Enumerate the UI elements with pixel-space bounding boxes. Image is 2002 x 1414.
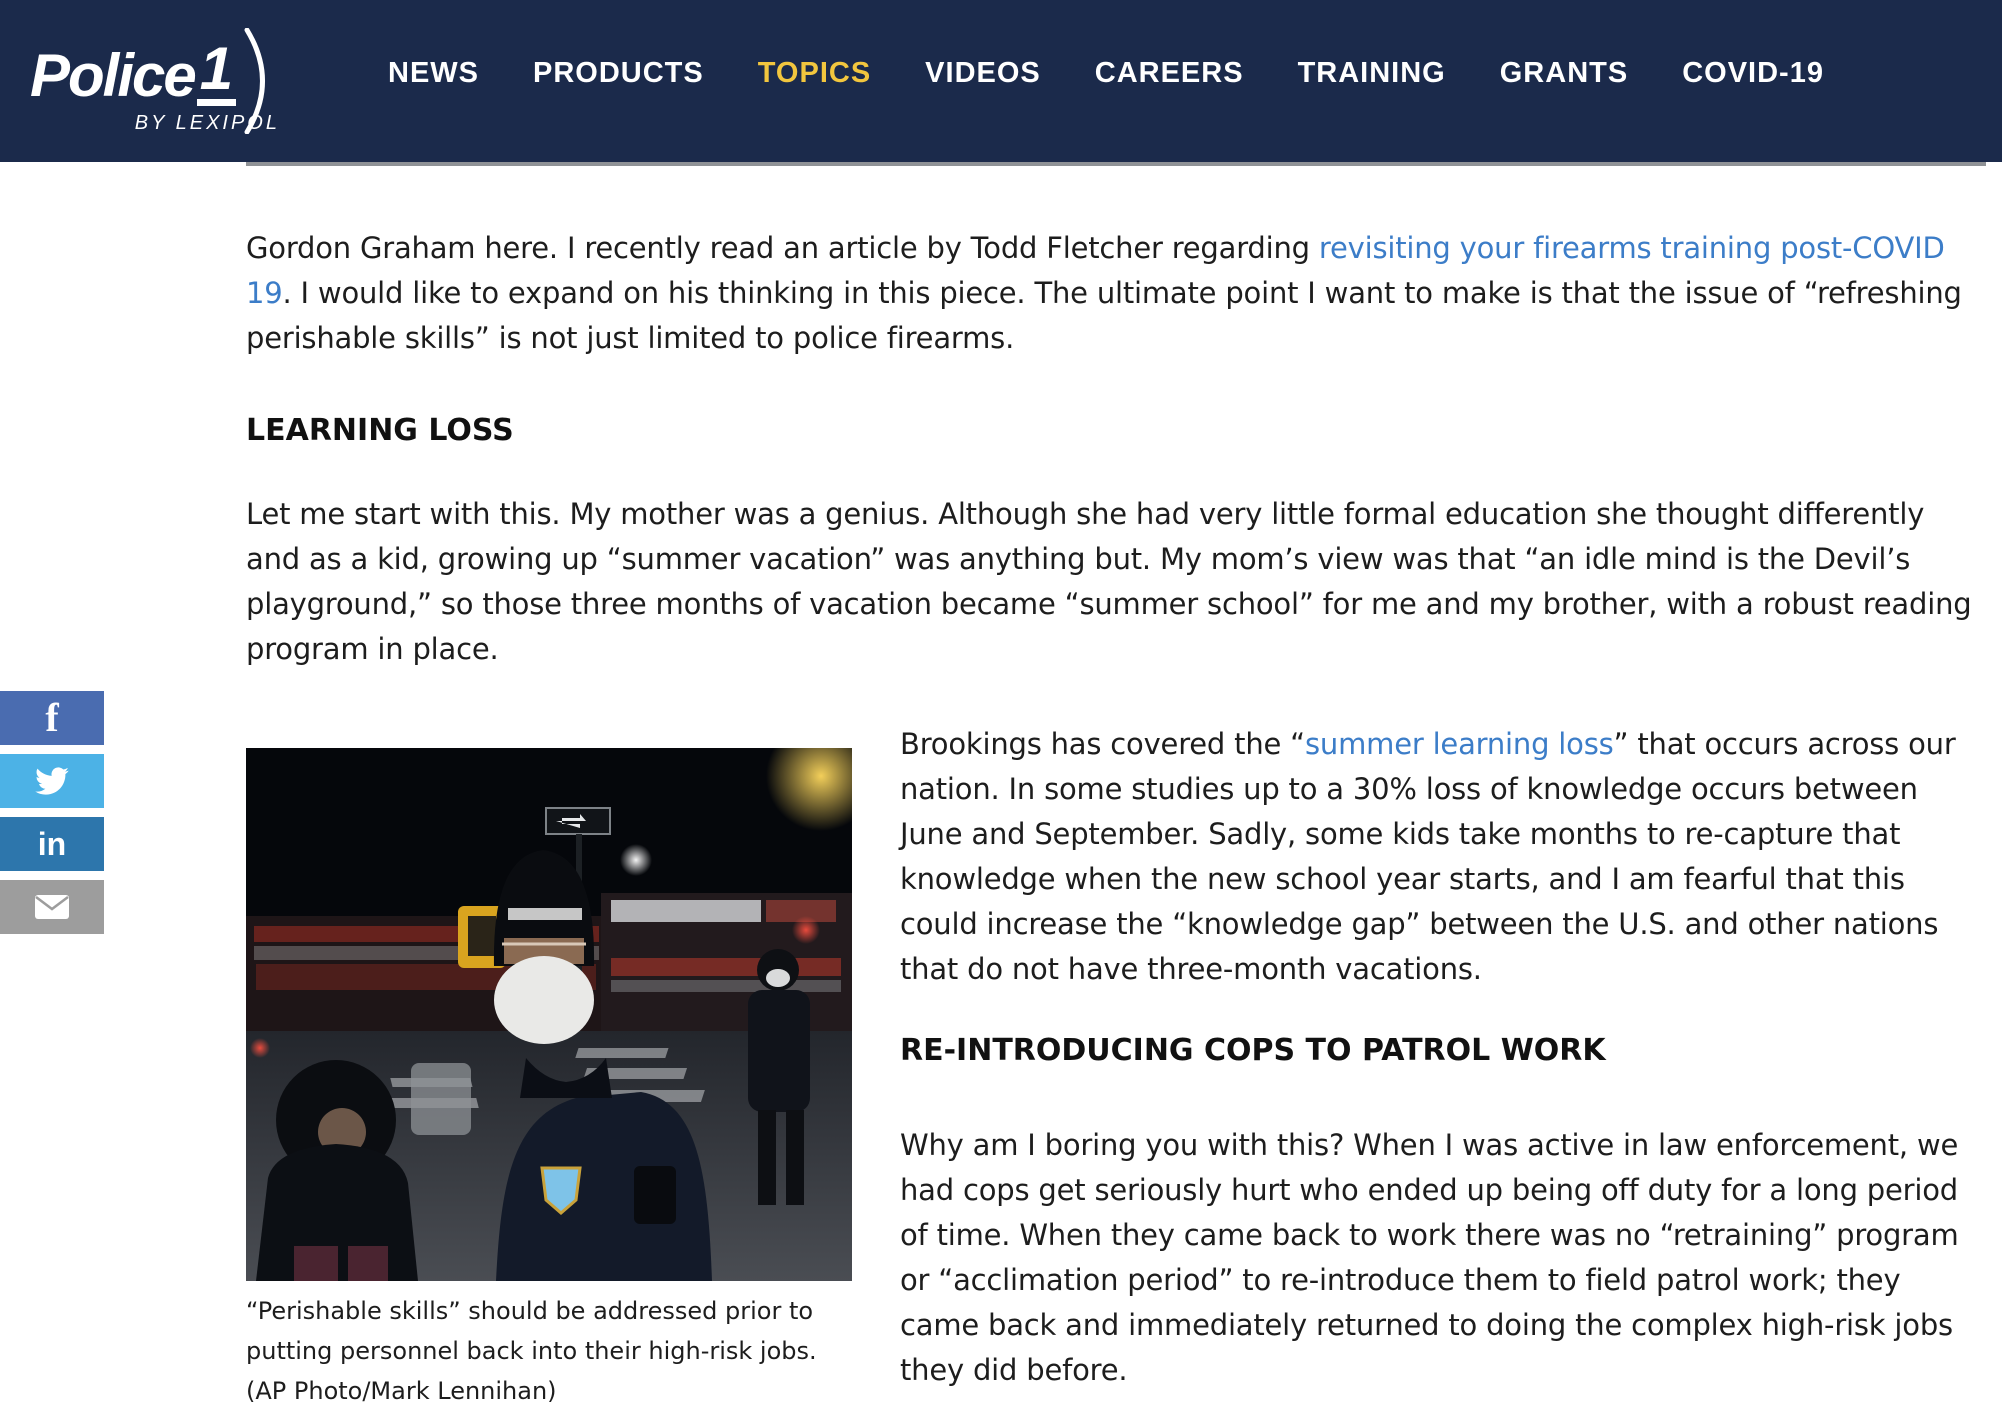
- logo-row: [30, 28, 330, 109]
- photo-caption: “Perishable skills” should be addressed prior to putting personnel back into their high-risk jobs. (AP Photo/Mark Lennihan): [246, 1297, 817, 1405]
- facebook-share-button[interactable]: [0, 691, 104, 745]
- linkedin-share-button[interactable]: [0, 817, 104, 871]
- summer-learning-loss-link[interactable]: summer learning loss: [1305, 727, 1614, 761]
- nav-training[interactable]: TRAINING: [1297, 56, 1446, 89]
- facebook-icon: f: [45, 695, 59, 740]
- content-top-divider: [246, 162, 1986, 166]
- intro-paragraph: [246, 226, 1986, 361]
- nav-products[interactable]: PRODUCTS: [533, 56, 704, 89]
- article-figure: [246, 748, 852, 1411]
- email-icon: [34, 894, 70, 920]
- intro-text-before: Gordon Graham here. I recently read an article by Todd Fletcher regarding: [246, 231, 1319, 265]
- nav-covid-19[interactable]: COVID-19: [1682, 56, 1824, 89]
- intro-text-after: . I would like to expand on his thinking in this piece. The ultimate point I want to make is that the issue of “refreshing perishable skills” is not just limited to police firearms.: [246, 276, 1962, 355]
- nav-careers[interactable]: CAREERS: [1094, 56, 1244, 89]
- email-share-button[interactable]: [0, 880, 104, 934]
- site-header: [0, 0, 2002, 162]
- brookings-paragraph: [900, 722, 1980, 992]
- linkedin-icon: in: [37, 826, 67, 862]
- nav-news[interactable]: NEWS: [388, 56, 479, 89]
- police1-logo[interactable]: [30, 28, 330, 135]
- reintroducing-heading: RE-INTRODUCING COPS TO PATROL WORK: [900, 1033, 1606, 1068]
- logo-brand-text: Police: [30, 42, 195, 109]
- nav-videos[interactable]: VIDEOS: [925, 56, 1041, 89]
- main-nav: [388, 43, 1824, 103]
- nypd-officer-photo: [246, 748, 852, 1281]
- twitter-icon: [35, 767, 69, 795]
- logo-number-one: 1: [197, 39, 236, 106]
- patrol-paragraph: Why am I boring you with this? When I was active in law enforcement, we had cops get seriously hurt who ended up being off duty for a long period of time. When they came back to work there was no “retraining” program or “acclimation period” to re-introduce them to field patrol work; they came back and immediately returned to doing the complex high-risk jobs they did before.: [900, 1128, 1959, 1387]
- nav-topics[interactable]: TOPICS: [757, 56, 872, 89]
- twitter-share-button[interactable]: [0, 754, 104, 808]
- right-column: [900, 722, 1980, 1393]
- nav-grants[interactable]: GRANTS: [1499, 56, 1629, 89]
- mother-paragraph: Let me start with this. My mother was a genius. Although she had very little formal education she thought differently and as a kid, growing up “summer vacation” was anything but. My mom’s view was that “an idle mind is the Devil’s playground,” so those three months of vacation became “summer school” for me and my brother, with a robust reading program in place.: [246, 497, 1972, 666]
- learning-loss-heading: LEARNING LOSS: [246, 413, 514, 448]
- brookings-text-after: ” that occurs across our nation. In some studies up to a 30% loss of knowledge occurs between June and September. Sadly, some kids take months to re-capture that knowledge when the new school year starts, and I am fearful that this could increase the “knowledge gap” between the U.S. and other nations that do not have three-month vacations.: [900, 727, 1956, 986]
- share-sidebar: [0, 691, 104, 934]
- logo-tagline: BY LEXIPOL: [134, 112, 280, 134]
- firearms-training-link[interactable]: revisiting your firearms training post-COVID 19: [246, 231, 1945, 310]
- brookings-text-before: Brookings has covered the “: [900, 727, 1305, 761]
